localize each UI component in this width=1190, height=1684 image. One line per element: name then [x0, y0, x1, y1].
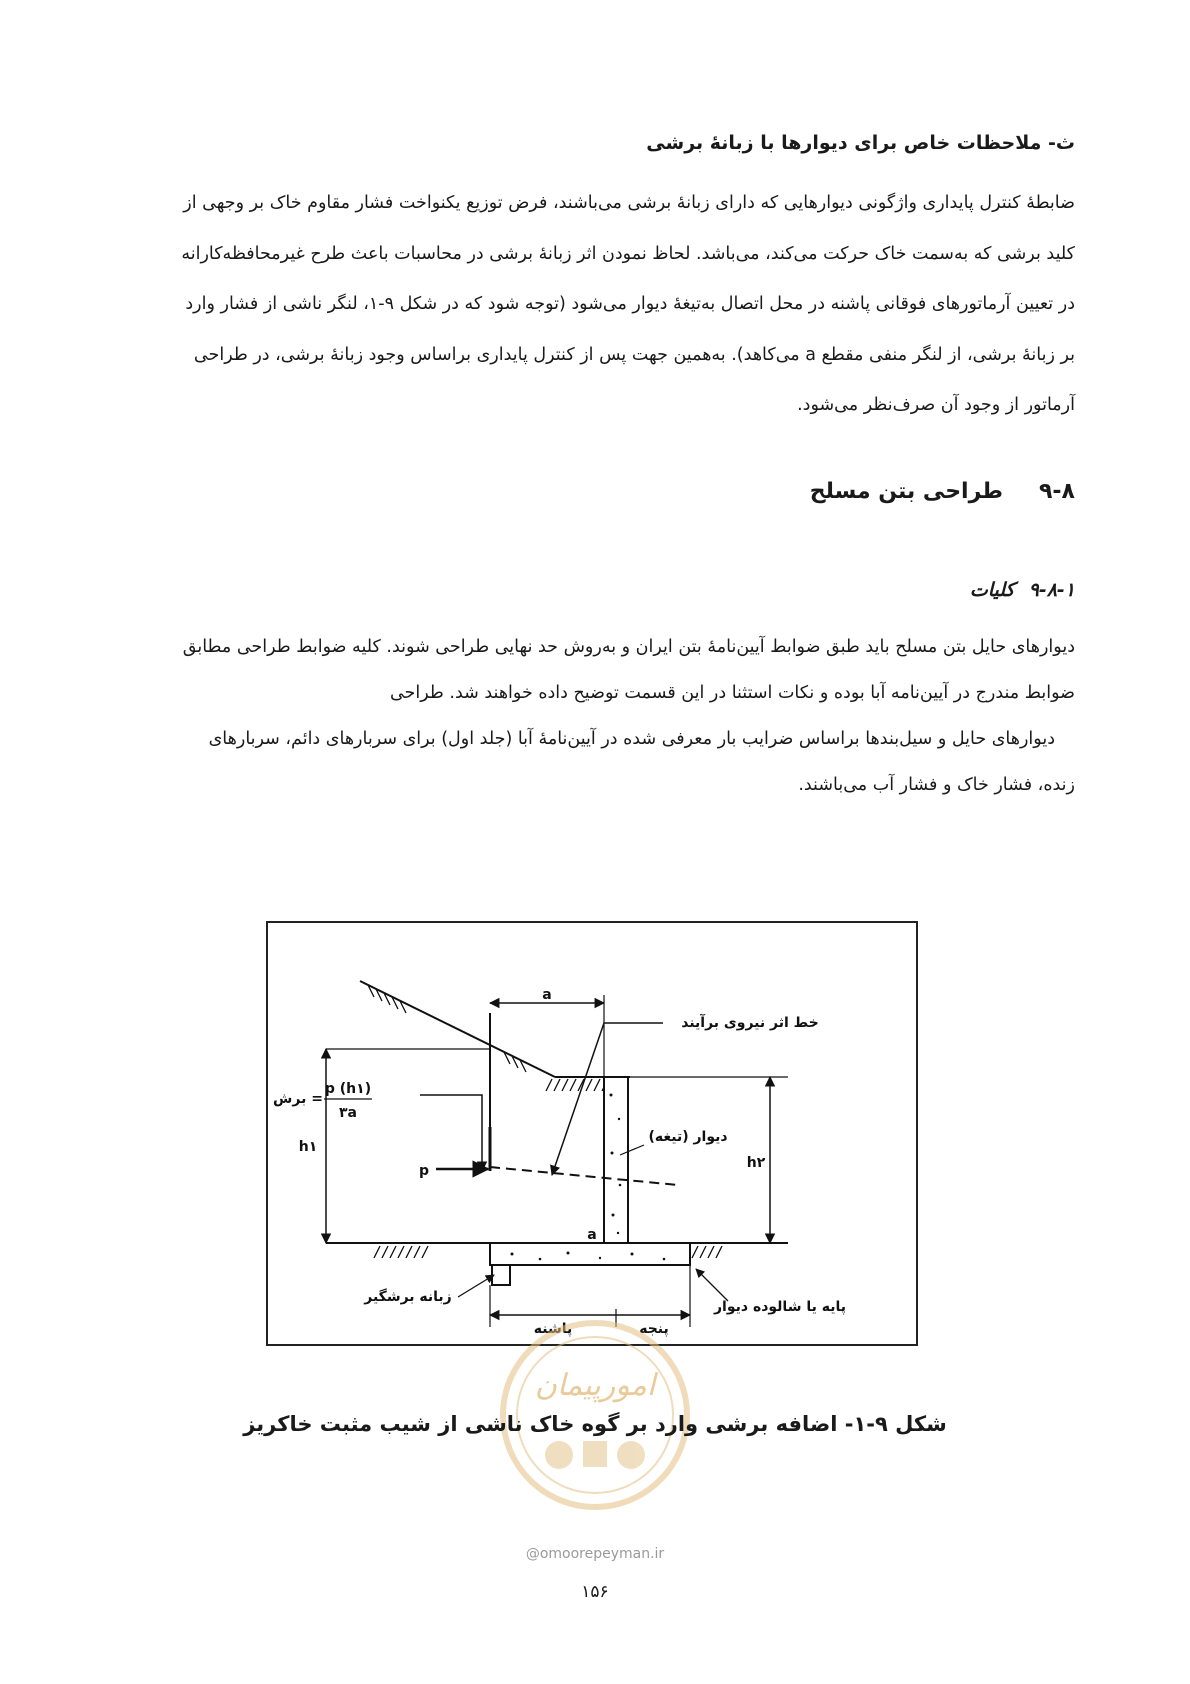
- page-number: ۱۵۶: [581, 1582, 609, 1602]
- paragraph-line: ضوابط مندرج در آیین‌نامه آبا بوده و نکات استثنا در این قسمت توضیح داده خواهند شد. طراحی: [389, 683, 1075, 703]
- subsection-number: ۹-۸-۱: [1028, 579, 1075, 601]
- section-a-label: a: [587, 1227, 597, 1243]
- footing-leader: [696, 1269, 728, 1301]
- h2-label: h۲: [746, 1155, 766, 1171]
- surface-hatching: [546, 1079, 608, 1091]
- backfill-slope-line: [360, 981, 555, 1077]
- resultant-dashed-line: [490, 1167, 678, 1185]
- paragraph-general: [115, 624, 1075, 808]
- paragraph-line: دیوارهای حایل و سیل‌بندها براساس ضرایب بار معرفی شده در آیین‌نامهٔ آبا (جلد اول) برای سربارهای دائم، سربارهای: [208, 729, 1055, 749]
- paragraph-line: در تعیین آرماتورهای فوقانی پاشنه در محل اتصال به‌تیغهٔ دیوار می‌شود (توجه شود که در شکل ۹-۱، لنگر ناشی از فشار وارد: [185, 294, 1075, 314]
- retaining-wall-diagram: [268, 923, 916, 1344]
- watermark-text: امورپیمان: [534, 1368, 656, 1403]
- paragraph-line: کلید برشی که به‌سمت خاک حرکت می‌کند، می‌باشد. لحاظ نمودن اثر زبانهٔ برشی در محاسبات باعث طرح غیرمحافظه‌کارانه: [181, 243, 1075, 264]
- paragraph-line: دیوارهای حایل بتن مسلح باید طبق ضوابط آیین‌نامهٔ بتن ایران و به‌روش حد نهایی طراحی شوند. کلیه ضوابط طراحی مطابق: [182, 637, 1075, 657]
- footing-label: پایه یا شالوده دیوار: [714, 1299, 846, 1315]
- p-label: p: [418, 1163, 430, 1179]
- paragraph-line: زنده، فشار خاک و فشار آب می‌باشند.: [798, 775, 1075, 795]
- watermark-url: @omoorepeyman.ir: [525, 1546, 665, 1562]
- figure-caption: شکل ۹-۱- اضافه برشی وارد بر گوه خاک ناشی از شیب مثبت خاکریز: [243, 1412, 947, 1436]
- wall-footing: [490, 1243, 690, 1265]
- shear-key: [492, 1265, 510, 1285]
- toe-label: پنجه: [639, 1321, 669, 1337]
- subheading-shear-key: ث- ملاحظات خاص برای دیوارها با زبانهٔ برشی: [646, 132, 1075, 154]
- shear-key-label: زبانه برشگیر: [364, 1289, 452, 1305]
- shear-arrow: [420, 1095, 482, 1171]
- wall-label: دیوار (تیغه): [648, 1129, 728, 1145]
- retaining-wall-figure: [266, 921, 918, 1346]
- shear-denominator: ۳a: [339, 1105, 357, 1121]
- paragraph-line: آرماتور از وجود آن صرف‌نظر می‌شود.: [797, 395, 1075, 415]
- subsection-heading: [115, 575, 1075, 605]
- shear-numerator: p (h۱): [324, 1081, 372, 1097]
- slope-hatching: [368, 985, 526, 1072]
- h1-label: h۱: [298, 1139, 318, 1155]
- wall-stem: [604, 1077, 628, 1243]
- subsection-title: کلیات: [969, 579, 1015, 601]
- shear-key-leader: [458, 1275, 494, 1297]
- shear-word-label: = برش: [273, 1091, 323, 1107]
- section-title: طراحی بتن مسلح: [809, 479, 1003, 504]
- section-heading: [115, 475, 1075, 509]
- dimension-a-label: a: [542, 987, 552, 1003]
- paragraph-line: ضابطهٔ کنترل پایداری واژگونی دیوارهایی که دارای زبانهٔ برشی می‌باشند، فرض توزیع یکنواخت فشار مقاوم خاک بر وجهی از: [183, 193, 1075, 213]
- paragraph-line: بر زبانهٔ برشی، از لنگر منفی مقطع a می‌کاهد). به‌همین جهت پس از کنترل پایداری براساس وجود زبانهٔ برشی، در طراحی: [193, 344, 1075, 365]
- paragraph-shear-key: [115, 178, 1075, 431]
- section-number: ۹-۸: [1039, 479, 1075, 504]
- resultant-line-label: خط اثر نیروی برآیند: [681, 1015, 819, 1031]
- heel-label: پاشنه: [533, 1321, 573, 1337]
